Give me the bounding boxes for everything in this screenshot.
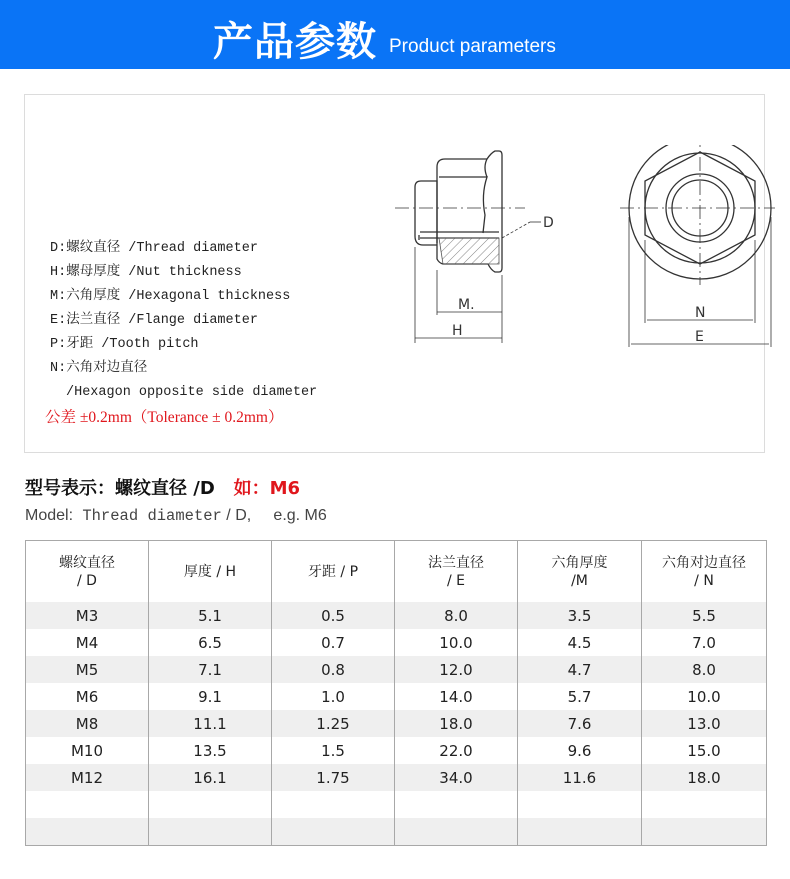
parameters-table bbox=[25, 540, 767, 846]
model-subtitle bbox=[25, 507, 327, 525]
legend-item-p: P:牙距 /Tooth pitch bbox=[50, 337, 199, 352]
table-row: M10 13.5 1.5 22.0 9.6 15.0 bbox=[26, 737, 767, 764]
model-example: 如：M6 bbox=[233, 478, 301, 499]
label-d: D bbox=[543, 215, 554, 231]
table-row-empty bbox=[26, 791, 767, 818]
legend-item-n-en: /Hexagon opposite side diameter bbox=[66, 385, 318, 400]
label-h: H bbox=[452, 323, 463, 339]
table-row: M3 5.1 0.5 8.0 3.5 5.5 bbox=[26, 602, 767, 629]
model-title-text: 型号表示：螺纹直径 /D bbox=[25, 478, 215, 499]
col-header-thread-diameter: 螺纹直径 / D bbox=[26, 541, 149, 603]
label-n: N bbox=[695, 305, 706, 321]
legend-item-e: E:法兰直径 /Flange diameter bbox=[50, 313, 258, 328]
legend-item-h: H:螺母厚度 /Nut thickness bbox=[50, 265, 242, 280]
table-row: M6 9.1 1.0 14.0 5.7 10.0 bbox=[26, 683, 767, 710]
tolerance-note: 公差 ±0.2mm（Tolerance ± 0.2mm） bbox=[45, 409, 284, 426]
model-sub-prefix: Model: bbox=[25, 507, 74, 524]
table-header-row bbox=[26, 541, 767, 603]
col-header-hex-across-flats: 六角对边直径 / N bbox=[642, 541, 767, 603]
banner-title-cn: 产品参数 bbox=[213, 19, 377, 65]
col-header-pitch: 牙距 / P bbox=[272, 541, 395, 603]
model-title bbox=[25, 474, 300, 500]
model-sub-mono: Thread diameter bbox=[73, 507, 222, 525]
model-sub-suffix: / D, e.g. M6 bbox=[221, 507, 327, 524]
flange-nut-drawing bbox=[395, 145, 775, 385]
legend-item-n: N:六角对边直径 bbox=[50, 361, 148, 376]
label-e: E bbox=[695, 329, 704, 345]
legend-item-d: D:螺纹直径 /Thread diameter bbox=[50, 241, 258, 256]
diagram-panel bbox=[24, 94, 765, 453]
legend-item-m: M:六角厚度 /Hexagonal thickness bbox=[50, 289, 291, 304]
banner-title-en: Product parameters bbox=[389, 36, 556, 57]
table-row: M5 7.1 0.8 12.0 4.7 8.0 bbox=[26, 656, 767, 683]
dimension-legend bbox=[50, 237, 317, 405]
col-header-hex-thickness: 六角厚度 /M bbox=[518, 541, 642, 603]
table-row-empty bbox=[26, 818, 767, 846]
table-row: M12 16.1 1.75 34.0 11.6 18.0 bbox=[26, 764, 767, 791]
col-header-flange-diameter: 法兰直径 / E bbox=[395, 541, 518, 603]
label-m: M. bbox=[458, 297, 475, 313]
header-banner bbox=[0, 0, 790, 69]
col-header-thickness: 厚度 / H bbox=[149, 541, 272, 603]
table-row: M8 11.1 1.25 18.0 7.6 13.0 bbox=[26, 710, 767, 737]
table-row: M4 6.5 0.7 10.0 4.5 7.0 bbox=[26, 629, 767, 656]
